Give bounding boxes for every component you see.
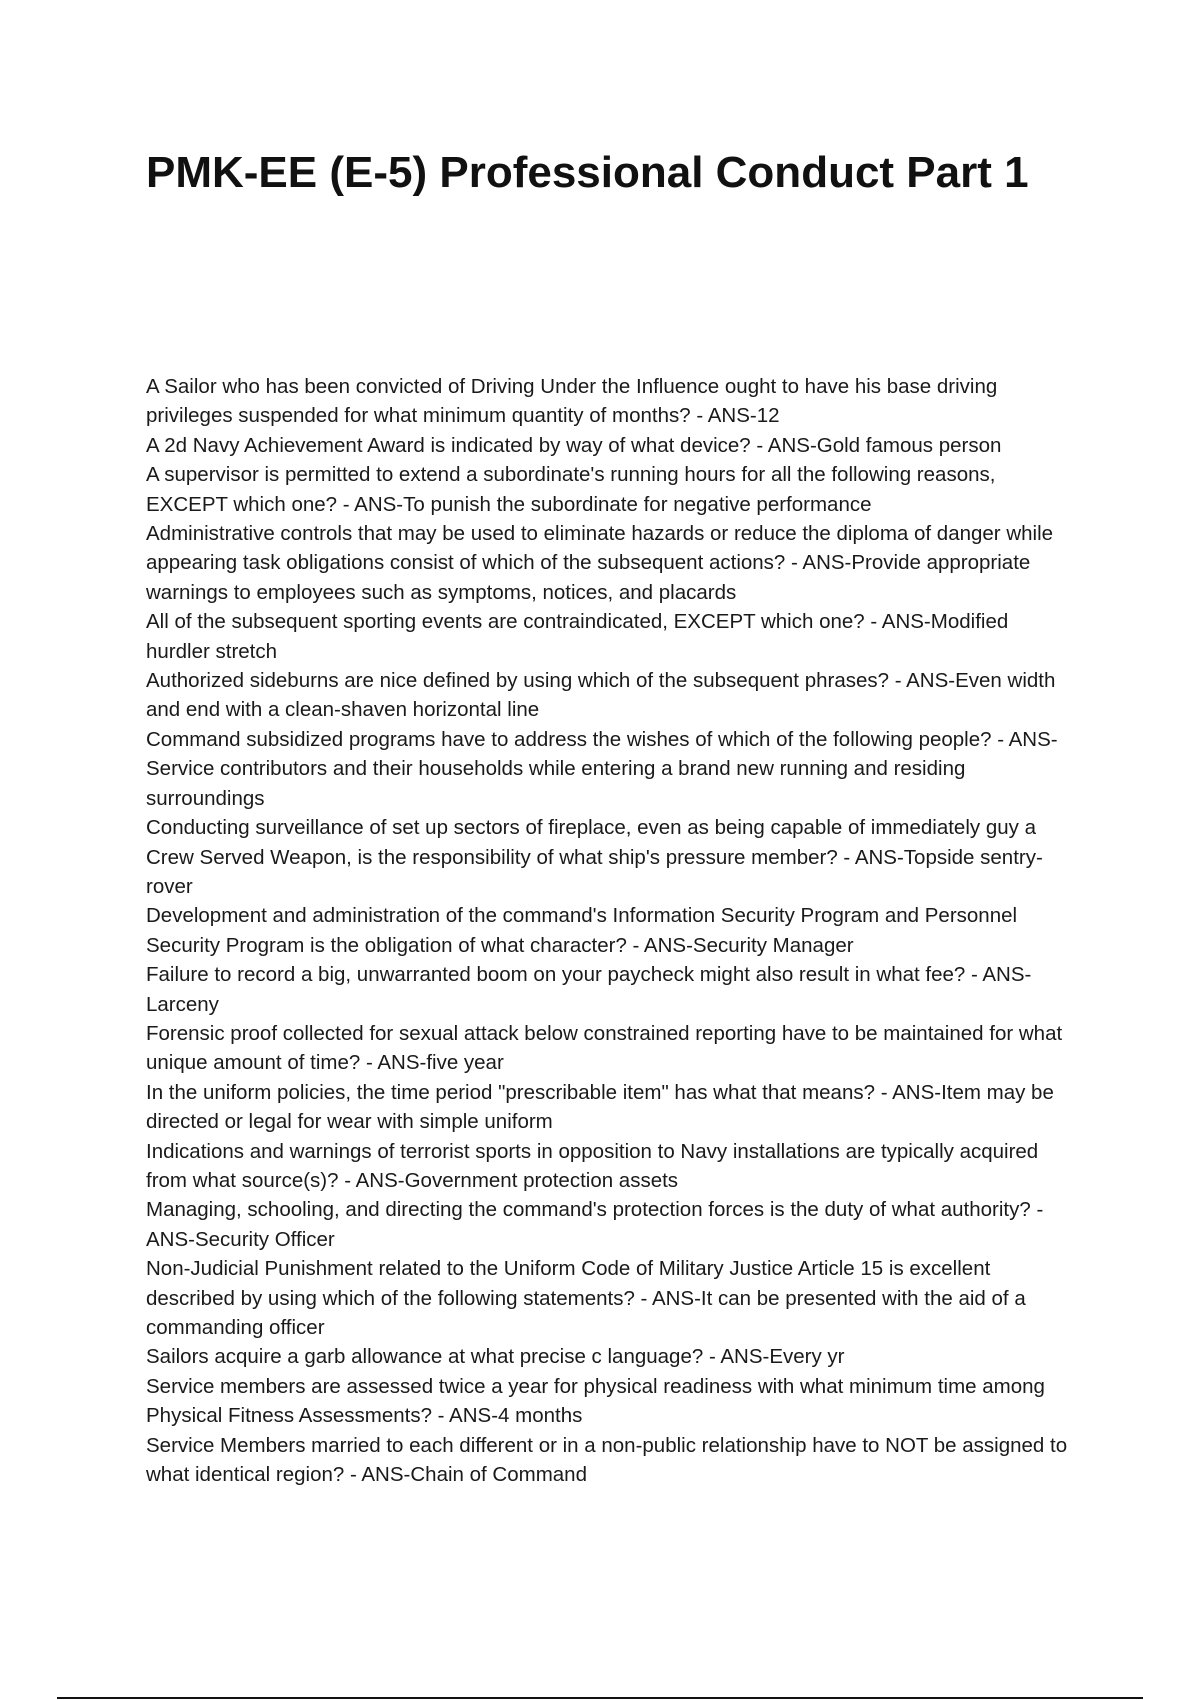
qa-item: Authorized sideburns are nice defined by using which of the subsequent phrases? - ANS-Even width and end with a clean-shaven horizontal line (146, 669, 1056, 722)
page-title: PMK-EE (E-5) Professional Conduct Part 1 (146, 148, 1029, 197)
qa-item: Sailors acquire a garb allowance at what precise c language? - ANS-Every yr (146, 1345, 845, 1369)
qa-item: Service Members married to each different or in a non-public relationship have to NOT be assigned to what identical region? - ANS-Chain of Command (146, 1433, 1068, 1487)
qa-item: Administrative controls that may be used to eliminate hazards or reduce the diploma of danger while appearing task obligations consist of which of the subsequent actions? - ANS-Provide appropriate warnings to employees such as symptoms, notices, and placards (146, 522, 1054, 604)
qa-item: In the uniform policies, the time period "prescribable item" has what that means? - ANS-Item may be directed or legal for wear with simple uniform (146, 1080, 1054, 1134)
qa-item: Indications and warnings of terrorist sports in opposition to Navy installations are typically acquired from what source(s)? - ANS-Government protection assets (146, 1139, 1039, 1192)
footer-divider (57, 1697, 1143, 1699)
qa-list (146, 372, 1076, 1489)
qa-item: Development and administration of the command's Information Security Program and Personnel Security Program is the obligation of what character? - ANS-Security Manager (146, 904, 1018, 957)
qa-item: Non-Judicial Punishment related to the Uniform Code of Military Justice Article 15 is excellent described by using which of the following statements? - ANS-It can be presented with the aid of a commanding officer (146, 1257, 1026, 1339)
qa-item: Forensic proof collected for sexual attack below constrained reporting have to be maintained for what unique amount of time? - ANS-five year (146, 1021, 1063, 1075)
qa-item: A Sailor who has been convicted of Driving Under the Influence ought to have his base driving privileges suspended for what minimum quantity of months? - ANS-12 (146, 375, 998, 428)
qa-item: Failure to record a big, unwarranted boom on your paycheck might also result in what fee? - ANS-Larceny (146, 963, 1032, 1016)
qa-item: A 2d Navy Achievement Award is indicated by way of what device? - ANS-Gold famous person (146, 433, 1002, 457)
qa-item: Conducting surveillance of set up sectors of fireplace, even as being capable of immediately guy a Crew Served Weapon, is the responsibility of what ship's pressure member? - ANS-Topside sentry-rover (146, 816, 1043, 898)
qa-item: A supervisor is permitted to extend a subordinate's running hours for all the following reasons, EXCEPT which one? - ANS-To punish the subordinate for negative performance (146, 463, 996, 516)
qa-item: Managing, schooling, and directing the command's protection forces is the duty of what authority? - ANS-Security Officer (146, 1198, 1044, 1251)
qa-item: All of the subsequent sporting events are contraindicated, EXCEPT which one? - ANS-Modified hurdler stretch (146, 610, 1009, 663)
qa-item: Service members are assessed twice a year for physical readiness with what minimum time among Physical Fitness Assessments? - ANS-4 months (146, 1374, 1045, 1428)
qa-item: Command subsidized programs have to address the wishes of which of the following people? - ANS-Service contributors and their households while entering a brand new running and residing surroundings (146, 727, 1058, 810)
